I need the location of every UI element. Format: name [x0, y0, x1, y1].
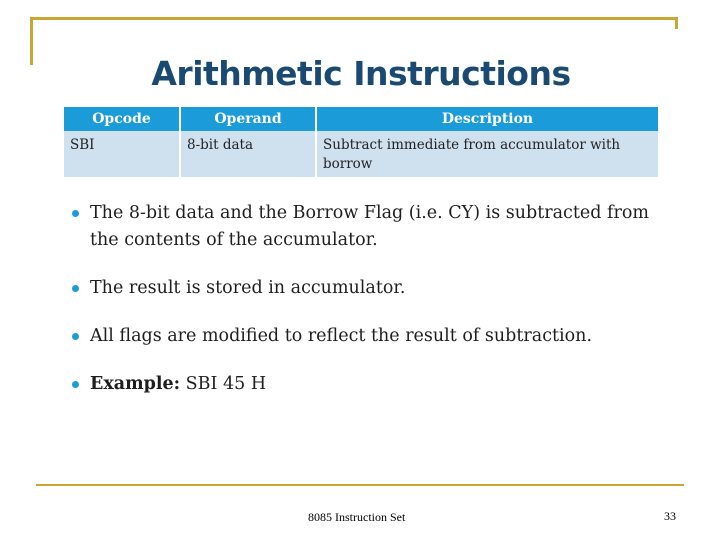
bullet-text: The 8-bit data and the Borrow Flag (i.e. CY) is subtracted from the contents of the accumulator. [90, 203, 649, 250]
slide-title: Arithmetic Instructions [151, 54, 571, 93]
footer-title: 8085 Instruction Set [308, 510, 406, 524]
cell-description: Subtract immediate from accumulator with borrow [316, 131, 658, 177]
header-operand: Operand [180, 107, 316, 131]
frame-top-line [30, 17, 678, 20]
bullet-list [70, 200, 655, 419]
cell-operand: 8-bit data [180, 131, 316, 177]
cell-opcode: SBI [64, 131, 180, 177]
header-opcode: Opcode [64, 107, 180, 131]
instruction-table [64, 107, 658, 177]
frame-right-tick [675, 17, 678, 29]
list-item [70, 323, 655, 350]
frame-left-line [30, 17, 33, 65]
bullet-text: The result is stored in accumulator. [90, 278, 406, 298]
bullet-text: All flags are modified to reflect the result of subtraction. [90, 326, 593, 346]
bullet-icon [72, 381, 79, 388]
list-item [70, 371, 655, 398]
table-row [64, 131, 658, 177]
bullet-icon [72, 333, 79, 340]
header-description: Description [316, 107, 658, 131]
slide-content [60, 50, 662, 408]
frame-bottom-line [36, 484, 684, 486]
example-text: SBI 45 H [180, 374, 267, 394]
example-label: Example: [90, 374, 181, 394]
page-number: 33 [664, 509, 676, 523]
list-item [70, 275, 655, 302]
list-item [70, 200, 655, 254]
bullet-icon [72, 210, 79, 217]
table-header-row [64, 107, 658, 131]
bullet-icon [72, 285, 79, 292]
